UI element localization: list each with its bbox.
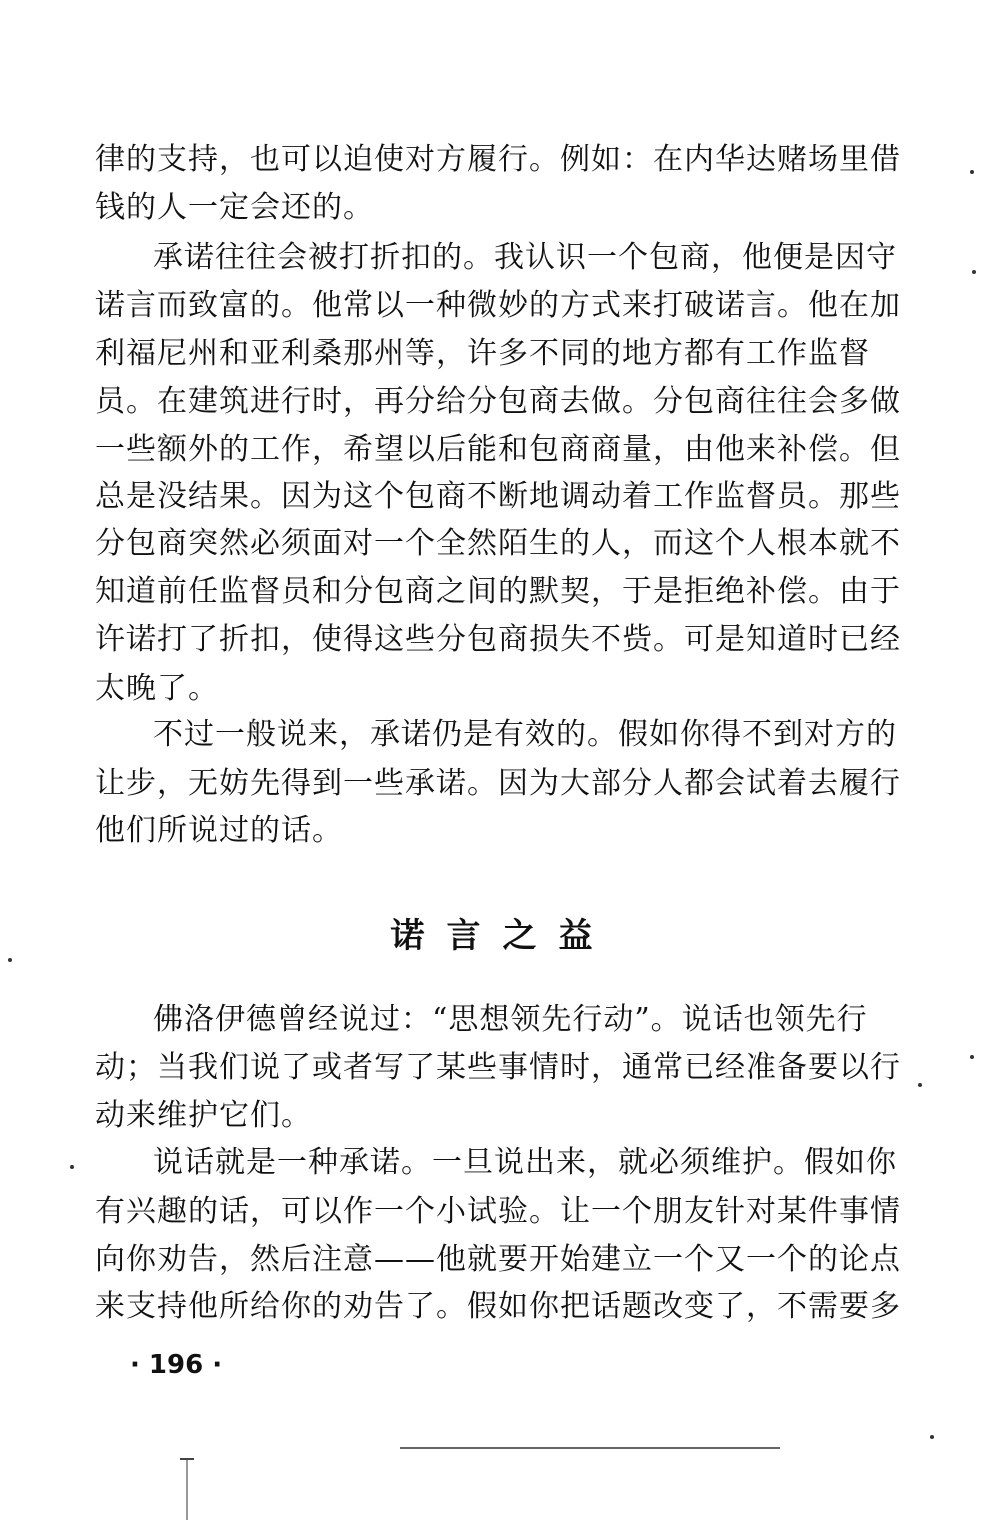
text-line: 让步，无妨先得到一些承诺。因为大部分人都会试着去履行	[95, 766, 901, 801]
text-line: 向你劝告，然后注意——他就要开始建立一个又一个的论点	[95, 1242, 901, 1277]
text-line: 动来维护它们。	[95, 1098, 312, 1133]
text-line: 利福尼州和亚利桑那州等，许多不同的地方都有工作监督	[95, 336, 870, 371]
text-line: 诺言而致富的。他常以一种微妙的方式来打破诺言。他在加	[95, 288, 901, 323]
text-line: 有兴趣的话，可以作一个小试验。让一个朋友针对某件事情	[95, 1194, 901, 1229]
section-heading: 诺言之益	[390, 916, 615, 956]
scan-speck	[8, 958, 12, 962]
text-line: 律的支持，也可以迫使对方履行。例如：在内华达赌场里借	[95, 142, 901, 177]
page-number: · 196 ·	[130, 1350, 223, 1380]
text-line: 许诺打了折扣，使得这些分包商损失不赀。可是知道时已经	[95, 622, 901, 657]
scan-speck	[970, 1055, 974, 1059]
text-line: 太晚了。	[95, 671, 219, 706]
text-line: 一些额外的工作，希望以后能和包商商量，由他来补偿。但	[95, 432, 901, 467]
scan-speck	[970, 170, 974, 174]
scan-speck	[918, 1083, 922, 1087]
text-line: 知道前任监督员和分包商之间的默契，于是拒绝补偿。由于	[95, 574, 901, 609]
text-line: 不过一般说来，承诺仍是有效的。假如你得不到对方的	[153, 717, 897, 752]
text-line: 分包商突然必须面对一个全然陌生的人，而这个人根本就不	[95, 526, 901, 561]
text-line: 佛洛伊德曾经说过：“思想领先行动”。说话也领先行	[153, 1002, 868, 1037]
text-line: 动；当我们说了或者写了某些事情时，通常已经准备要以行	[95, 1050, 901, 1085]
text-line: 承诺往往会被打折扣的。我认识一个包商，他便是因守	[153, 240, 897, 275]
text-line: 总是没结果。因为这个包商不断地调动着工作监督员。那些	[95, 479, 901, 514]
text-line: 说话就是一种承诺。一旦说出来，就必须维护。假如你	[153, 1145, 897, 1180]
scan-speck	[70, 1165, 74, 1169]
scan-speck	[972, 270, 976, 274]
text-line: 他们所说过的话。	[95, 813, 343, 848]
scan-stem-mark	[186, 1460, 188, 1520]
text-line: 钱的人一定会还的。	[95, 190, 374, 225]
scan-rule-line	[400, 1447, 780, 1449]
text-line: 员。在建筑进行时，再分给分包商去做。分包商往往会多做	[95, 384, 901, 419]
scan-speck	[930, 1435, 934, 1439]
text-line: 来支持他所给你的劝告了。假如你把话题改变了，不需要多	[95, 1289, 901, 1324]
